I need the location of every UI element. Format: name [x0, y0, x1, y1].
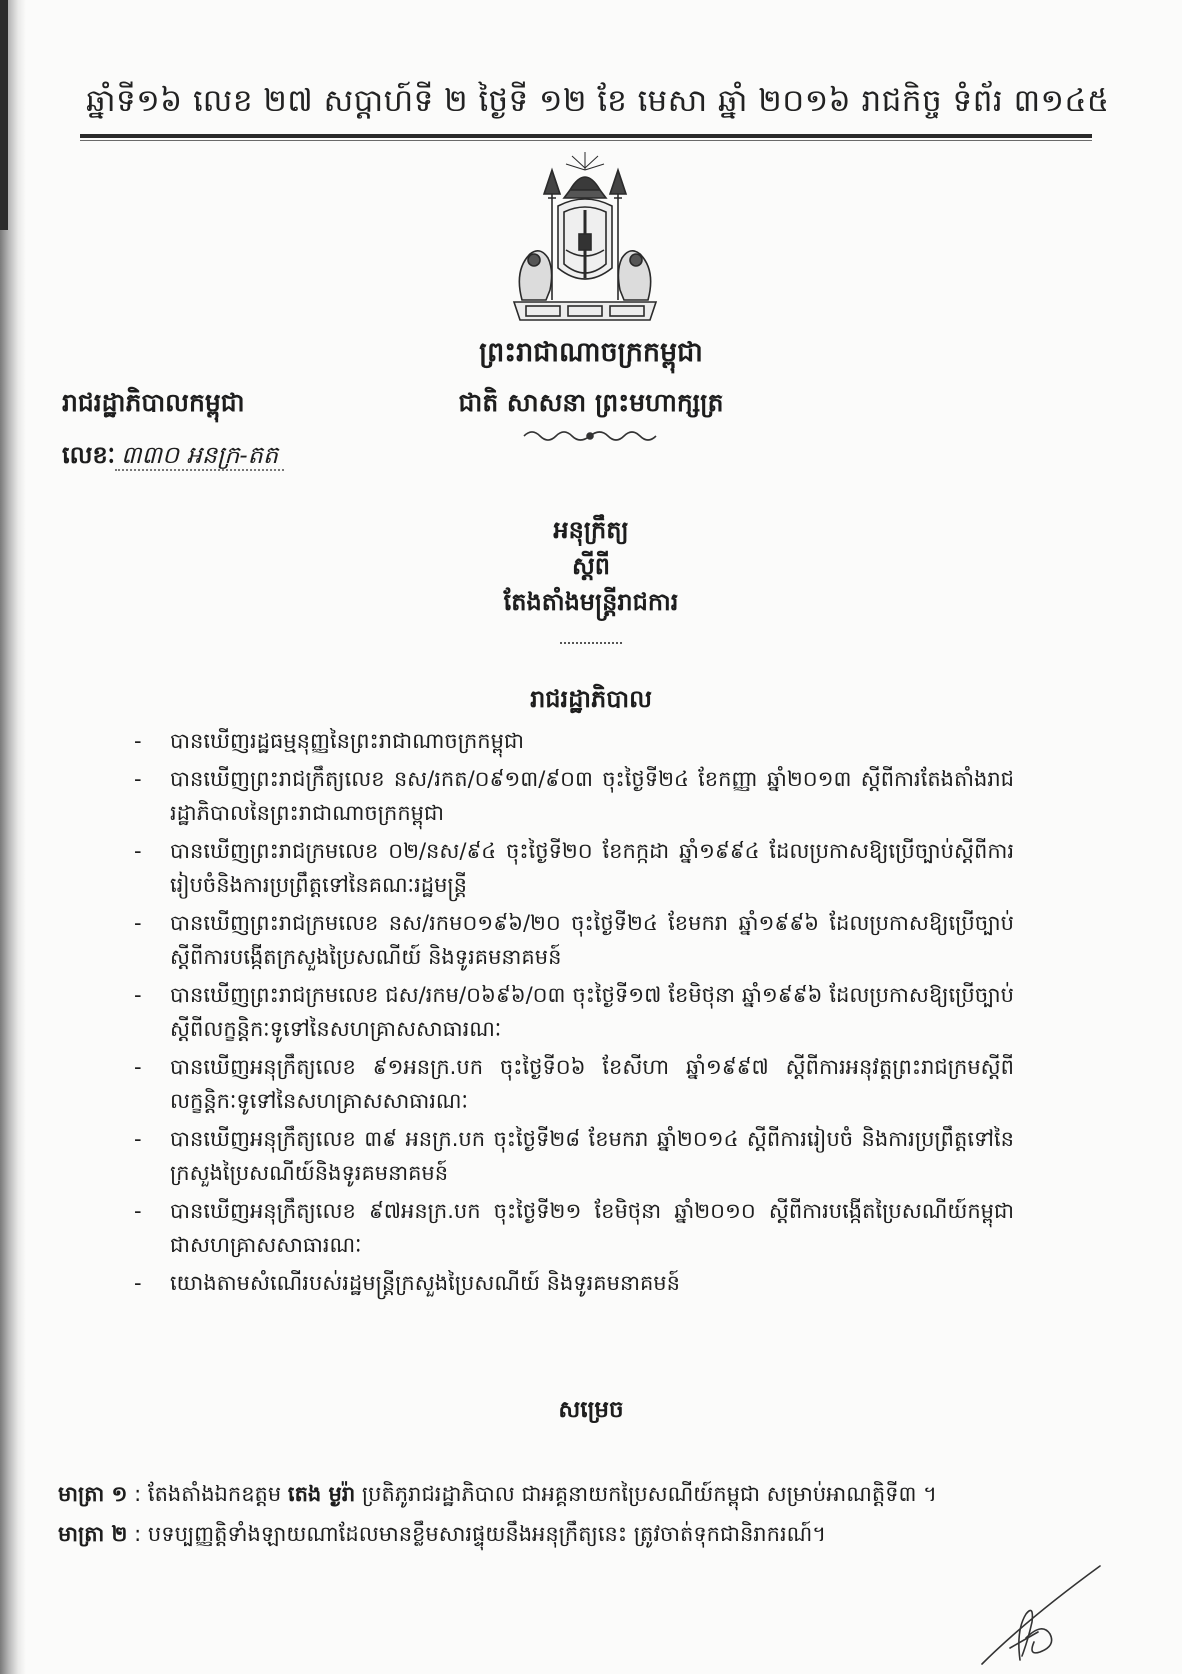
clause-item	[134, 834, 1014, 902]
initial-signature-icon	[976, 1560, 1106, 1670]
government-heading: រាជរដ្ឋាភិបាល	[530, 685, 652, 713]
clause-text: បានឃើញអនុក្រឹត្យលេខ ៣៩ អនក្រ.បក ចុះថ្ងៃទី២៨ ខែមករា ឆ្នាំ២០១៤ ស្ដីពីការរៀបចំ និងការប្រព្រឹត្តទៅនៃក្រសួងប្រៃសណីយ៍និងទូរគមនាគមន៍	[170, 1127, 1014, 1185]
clause-dash: -	[134, 1271, 142, 1295]
preamble-clauses	[134, 724, 1014, 1304]
clause-dash: -	[134, 839, 142, 863]
clause-dash: -	[134, 729, 142, 753]
reference-value: ៣៣០ អនក្រ-តត	[115, 441, 284, 471]
clause-item	[134, 1050, 1014, 1118]
article-label: មាត្រា ១	[58, 1482, 128, 1506]
clause-item	[134, 906, 1014, 974]
clause-text: បានឃើញអនុក្រឹត្យលេខ ៩៧អនក្រ.បក ចុះថ្ងៃទី២១ ខែមិថុនា ឆ្នាំ២០១០ ស្ដីពីការបង្កើតប្រៃសណីយ៍កម្ពុជាជាសហគ្រាសសាធារណៈ	[170, 1199, 1014, 1257]
clause-text: យោងតាមសំណើរបស់រដ្ឋមន្ត្រីក្រសួងប្រៃសណីយ៍ និងទូរគមនាគមន៍	[170, 1271, 680, 1295]
reference-number	[62, 440, 284, 475]
title-line-3: តែងតាំងមន្ត្រីរាជការ	[503, 588, 679, 616]
reference-label: លេខៈ	[62, 441, 116, 469]
clause-dash: -	[134, 911, 142, 935]
article-text-after: ប្រតិភូរាជរដ្ឋាភិបាល ជាអគ្គនាយកប្រៃសណីយ៍កម្ពុជា សម្រាប់អាណត្តិទី៣ ។	[361, 1482, 937, 1506]
clause-text: បានឃើញព្រះរាជក្រមលេខ នស/រកម០១៩៦/២០ ចុះថ្ងៃទី២៤ ខែមករា ឆ្នាំ១៩៩៦ ដែលប្រកាសឱ្យប្រើច្បាប់ស្ដីពីការបង្កើតក្រសួងប្រៃសណីយ៍ និងទូរគមនាគមន៍	[170, 911, 1014, 969]
royal-coat-of-arms-icon	[500, 150, 670, 325]
article-text: បទប្បញ្ញត្តិទាំងឡាយណាដែលមានខ្លឹមសារផ្ទុយនឹងអនុក្រឹត្យនេះ ត្រូវចាត់ទុកជានិរាករណ៍។	[147, 1522, 827, 1546]
clause-item	[134, 1266, 1014, 1300]
article-separator: :	[134, 1522, 148, 1546]
ornament-divider-icon	[520, 428, 660, 444]
clause-text: បានឃើញព្រះរាជក្រឹត្យលេខ នស/រកត/០៩១៣/៩០៣ ចុះថ្ងៃទី២៤ ខែកញ្ញា ឆ្នាំ២០១៣ ស្ដីពីការតែងតាំងរាជរដ្ឋាភិបាលនៃព្រះរាជាណាចក្រកម្ពុជា	[170, 767, 1014, 825]
appointee-name: តេង ម្ងរ៉ា	[287, 1482, 356, 1506]
title-divider	[560, 642, 622, 644]
clause-item	[134, 978, 1014, 1046]
header-rule-thin	[80, 140, 1092, 141]
clause-item	[134, 724, 1014, 758]
document-title	[341, 512, 841, 620]
clause-text: បានឃើញអនុក្រឹត្យលេខ ៩១អនក្រ.បក ចុះថ្ងៃទី០៦ ខែសីហា ឆ្នាំ១៩៩៧ ស្ដីពីការអនុវត្តព្រះរាជក្រមស្ដីពីលក្ខន្តិកៈទូទៅនៃសហគ្រាសសាធារណៈ	[170, 1055, 1014, 1113]
title-line-1: អនុក្រឹត្យ	[553, 516, 629, 544]
clause-dash: -	[134, 1127, 142, 1151]
title-line-2: ស្ដីពី	[571, 552, 611, 580]
article-separator: :	[134, 1482, 148, 1506]
clause-text: បានឃើញរដ្ឋធម្មនុញ្ញនៃព្រះរាជាណាចក្រកម្ពុជា	[170, 729, 524, 753]
clause-dash: -	[134, 767, 142, 791]
clause-item	[134, 1194, 1014, 1262]
article-label: មាត្រា ២	[58, 1522, 128, 1546]
header-rule	[80, 134, 1092, 138]
clause-dash: -	[134, 1055, 142, 1079]
article-2	[58, 1521, 1038, 1552]
gazette-header: ឆ្នាំទី១៦ លេខ ២៧ សប្ដាហ៍ទី ២ ថ្ងៃទី ១២ ខែ មេសា ឆ្នាំ ២០១៦ រាជកិច្ច ទំព័រ ៣១៤៥	[86, 83, 1110, 119]
clause-text: បានឃើញព្រះរាជក្រមលេខ ០២/នស/៩៤ ចុះថ្ងៃទី២០ ខែកក្កដា ឆ្នាំ១៩៩៤ ដែលប្រកាសឱ្យប្រើច្បាប់ស្ដីពីការរៀបចំនិងការប្រព្រឹត្តទៅនៃគណៈរដ្ឋមន្ត្រី	[170, 839, 1014, 897]
kingdom-name: ព្រះរាជាណាចក្រកម្ពុជា	[479, 337, 703, 368]
issuer-name: រាជរដ្ឋាភិបាលកម្ពុជា	[62, 388, 245, 417]
article-1	[58, 1481, 1038, 1512]
clause-dash: -	[134, 1199, 142, 1223]
clause-item	[134, 1122, 1014, 1190]
scan-edge-shadow	[0, 0, 26, 1674]
clause-dash: -	[134, 983, 142, 1007]
article-text-before: តែងតាំងឯកឧត្ដម	[147, 1482, 282, 1506]
clause-text: បានឃើញព្រះរាជក្រមលេខ ជស/រកម/០៦៩៦/០៣ ចុះថ្ងៃទី១៧ ខែមិថុនា ឆ្នាំ១៩៩៦ ដែលប្រកាសឱ្យប្រើច្បាប់ស្ដីពីលក្ខន្តិកៈទូទៅនៃសហគ្រាសសាធារណៈ	[170, 983, 1014, 1041]
scan-corner-shadow	[0, 0, 8, 230]
clause-item	[134, 762, 1014, 830]
national-motto: ជាតិ សាសនា ព្រះមហាក្សត្រ	[458, 388, 724, 417]
decision-heading: សម្រេច	[558, 1397, 624, 1423]
